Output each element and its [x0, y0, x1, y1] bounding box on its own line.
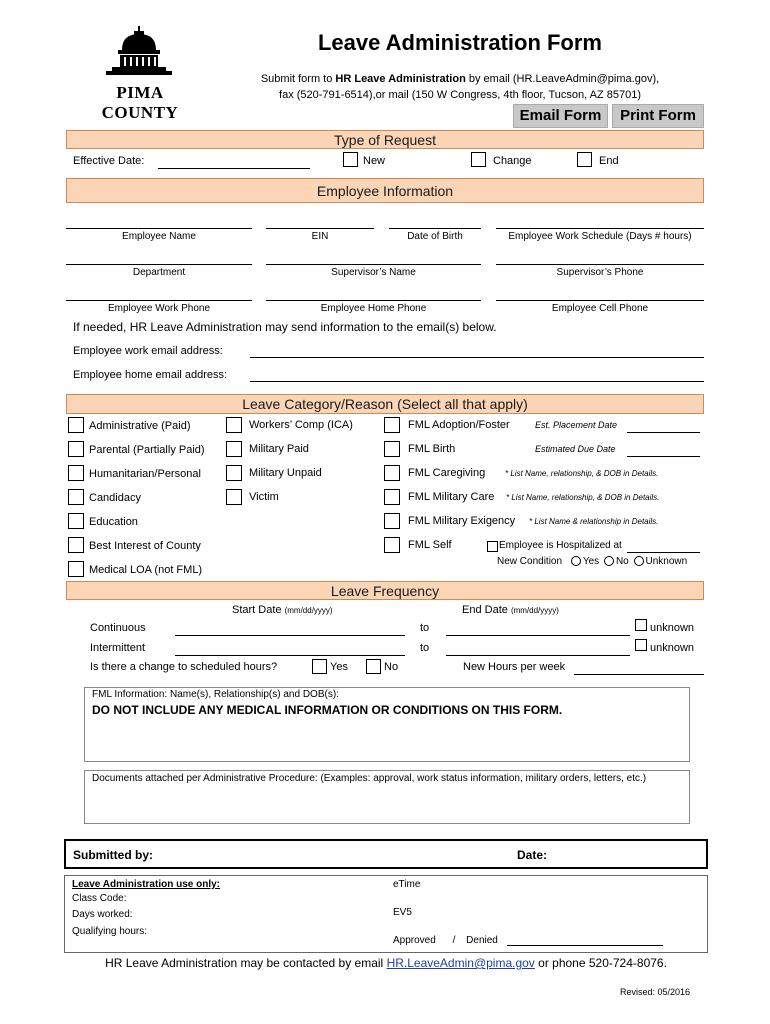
hospitalized-checkbox[interactable] [487, 541, 498, 552]
new-label: New [363, 155, 386, 167]
schedule-field[interactable] [496, 228, 704, 229]
humanitarian-checkbox[interactable] [68, 465, 84, 481]
medical-loa-label: Medical LOA (not FML) [89, 564, 203, 576]
submit-instructions [220, 73, 700, 85]
supervisor-name-field[interactable] [266, 264, 481, 265]
page-title: Leave Administration Form [317, 30, 602, 55]
continuous-unknown-checkbox[interactable] [635, 619, 647, 631]
schedule-change-yes-checkbox[interactable] [312, 659, 327, 674]
new-checkbox[interactable] [343, 152, 358, 167]
est-placement-label: Est. Placement Date [535, 420, 618, 430]
start-date-label: Start Date [232, 604, 282, 616]
print-form-button[interactable]: Print Form [612, 104, 704, 128]
email-form-button[interactable]: Email Form [513, 104, 608, 128]
work-phone-field[interactable] [66, 300, 252, 301]
change-checkbox[interactable] [471, 152, 486, 167]
fml-information-box[interactable] [84, 687, 690, 762]
fml-military-care-checkbox[interactable] [384, 489, 400, 505]
fml-self-label: FML Self [408, 539, 452, 551]
fml-information-label: FML Information: Name(s), Relationship(s) and DOB(s): [92, 689, 339, 700]
work-email-field[interactable] [250, 357, 704, 358]
approved-denied-row [393, 935, 498, 946]
new-condition-no-radio[interactable] [604, 556, 614, 566]
pima-county-logo [82, 26, 198, 122]
contact-suffix: or phone 520-724-8076. [534, 956, 667, 970]
administrative-checkbox[interactable] [68, 417, 84, 433]
new-condition-unknown-label: Unknown [645, 556, 688, 567]
revised-date: Revised: 05/2016 [620, 987, 691, 997]
submitted-date-label: Date: [517, 848, 548, 862]
submit-suffix: by email (HR.LeaveAdmin@pima.gov), [465, 73, 660, 85]
type-of-request-heading: Type of Request [66, 130, 704, 149]
start-date-header [232, 604, 333, 616]
supervisor-name-label: Supervisor’s Name [331, 267, 416, 278]
logo-text: PIMA COUNTY [101, 83, 179, 122]
submit-instructions-line2: fax (520-791-6514),or mail (150 W Congress, 4th floor, Tucson, AZ 85701) [279, 89, 641, 101]
fml-exigency-checkbox[interactable] [384, 513, 400, 529]
military-unpaid-label: Military Unpaid [249, 467, 322, 479]
new-condition-row [497, 556, 687, 567]
intermittent-label: Intermittent [90, 642, 146, 654]
days-worked-label: Days worked: [72, 909, 133, 920]
new-condition-no-label: No [615, 556, 629, 567]
effective-date-label: Effective Date: [73, 155, 145, 167]
leave-category-heading: Leave Category/Reason (Select all that apply) [66, 394, 704, 414]
best-interest-checkbox[interactable] [68, 537, 84, 553]
military-care-note: * List Name, relationship, & DOB in Details. [506, 493, 660, 502]
fml-caregiving-checkbox[interactable] [384, 465, 400, 481]
dob-label: Date of Birth [407, 231, 463, 242]
employee-information-heading: Employee Information [66, 178, 704, 203]
class-code-label: Class Code: [72, 893, 127, 904]
documents-attached-label: Documents attached per Administrative Procedure: (Examples: approval, work status information, military orders, letters, etc.) [92, 773, 647, 784]
fml-caregiving-label: FML Caregiving [408, 467, 486, 479]
ein-field[interactable] [266, 228, 374, 229]
effective-date-field[interactable] [158, 168, 310, 169]
supervisor-phone-field[interactable] [496, 264, 704, 265]
employee-name-label: Employee Name [122, 231, 196, 242]
start-date-format: (mm/dd/yyyy) [284, 606, 333, 615]
fml-self-checkbox[interactable] [384, 537, 400, 553]
change-label: Change [493, 155, 532, 167]
workers-comp-checkbox[interactable] [226, 417, 242, 433]
new-hours-label: New Hours per week [463, 661, 566, 673]
candidacy-checkbox[interactable] [68, 489, 84, 505]
approved-denied-slash: / [452, 935, 456, 946]
work-email-label: Employee work email address: [73, 345, 223, 357]
end-date-header [462, 604, 559, 616]
new-condition-yes-label: Yes [582, 556, 600, 567]
caregiving-note: * List Name, relationship, & DOB in Details. [505, 469, 659, 478]
etime-label: eTime [393, 879, 421, 890]
continuous-start-field[interactable] [175, 635, 405, 636]
candidacy-label: Candidacy [89, 492, 141, 504]
humanitarian-label: Humanitarian/Personal [89, 468, 201, 480]
home-email-field[interactable] [250, 381, 704, 382]
end-date-label: End Date [462, 604, 508, 616]
end-label: End [599, 155, 619, 167]
schedule-change-no-checkbox[interactable] [366, 659, 381, 674]
submitted-by-box[interactable] [64, 839, 708, 869]
cell-phone-field[interactable] [496, 300, 704, 301]
medical-loa-checkbox[interactable] [68, 561, 84, 577]
intermittent-unknown-checkbox[interactable] [635, 639, 647, 651]
supervisor-phone-label: Supervisor’s Phone [556, 267, 644, 278]
qualifying-hours-label: Qualifying hours: [72, 926, 148, 937]
contact-footer [64, 956, 708, 970]
intermittent-end-field[interactable] [446, 655, 630, 656]
intermittent-to-label: to [420, 642, 430, 654]
admin-use-box [64, 875, 708, 953]
department-field[interactable] [66, 264, 252, 265]
schedule-label: Employee Work Schedule (Days # hours) [508, 231, 692, 242]
exigency-note: * List Name & relationship in Details. [529, 517, 659, 526]
schedule-change-no-label: No [384, 661, 399, 673]
ev5-label: EV5 [393, 907, 412, 918]
denied-label: Denied [466, 935, 498, 946]
fml-exigency-label: FML Military Exigency [408, 515, 516, 527]
military-paid-label: Military Paid [249, 443, 309, 455]
continuous-end-field[interactable] [446, 635, 630, 636]
est-due-field[interactable] [627, 456, 700, 457]
intermittent-unknown-label: unknown [650, 642, 695, 654]
submit-prefix: Submit form to [260, 73, 336, 85]
intermittent-start-field[interactable] [175, 655, 405, 656]
end-checkbox[interactable] [577, 152, 592, 167]
approval-signature-field[interactable] [507, 945, 663, 946]
email-note: If needed, HR Leave Administration may send information to the email(s) below. [73, 320, 497, 334]
leave-frequency-heading: Leave Frequency [66, 581, 704, 600]
home-phone-label: Employee Home Phone [320, 303, 427, 314]
dob-field[interactable] [389, 228, 481, 229]
victim-label: Victim [249, 491, 279, 503]
military-paid-checkbox[interactable] [226, 441, 242, 457]
fml-birth-checkbox[interactable] [384, 441, 400, 457]
schedule-change-yes-label: Yes [330, 661, 348, 673]
continuous-label: Continuous [90, 622, 146, 634]
submitted-by-label: Submitted by: [73, 848, 153, 862]
est-placement-field[interactable] [627, 432, 700, 433]
new-condition-yes-radio[interactable] [571, 556, 581, 566]
fml-birth-label: FML Birth [408, 443, 456, 455]
continuous-unknown-label: unknown [650, 622, 695, 634]
schedule-change-label: Is there a change to scheduled hours? [90, 661, 278, 673]
military-unpaid-checkbox[interactable] [226, 465, 242, 481]
hospitalized-field[interactable] [627, 552, 700, 553]
courthouse-dome-icon [82, 26, 198, 76]
education-label: Education [89, 516, 138, 528]
home-phone-field[interactable] [266, 300, 481, 301]
fml-adoption-checkbox[interactable] [384, 417, 400, 433]
continuous-to-label: to [420, 622, 430, 634]
best-interest-label: Best Interest of County [89, 540, 201, 552]
hospitalized-label: Employee is Hospitalized at [499, 540, 622, 551]
contact-prefix: HR Leave Administration may be contacted by email [105, 956, 387, 970]
education-checkbox[interactable] [68, 513, 84, 529]
new-condition-unknown-radio[interactable] [634, 556, 644, 566]
submit-bold: HR Leave Administration [335, 73, 466, 85]
administrative-label: Administrative (Paid) [89, 420, 191, 432]
new-hours-field[interactable] [574, 674, 704, 675]
admin-use-heading: Leave Administration use only: [72, 879, 220, 890]
employee-name-field[interactable] [66, 228, 252, 229]
work-phone-label: Employee Work Phone [107, 303, 211, 314]
ein-label: EIN [311, 231, 329, 242]
approved-label: Approved [393, 935, 436, 946]
documents-attached-box[interactable] [84, 770, 690, 824]
contact-email-link[interactable]: HR.LeaveAdmin@pima.gov [386, 956, 535, 970]
workers-comp-label: Workers’ Comp (ICA) [249, 419, 353, 431]
parental-label: Parental (Partially Paid) [89, 444, 205, 456]
end-date-format: (mm/dd/yyyy) [510, 606, 559, 615]
new-condition-label: New Condition [497, 556, 563, 567]
home-email-label: Employee home email address: [73, 369, 228, 381]
parental-checkbox[interactable] [68, 441, 84, 457]
fml-warning: DO NOT INCLUDE ANY MEDICAL INFORMATION OR CONDITIONS ON THIS FORM. [92, 703, 563, 717]
est-due-label: Estimated Due Date [535, 444, 616, 454]
fml-adoption-label: FML Adoption/Foster [408, 419, 510, 431]
fml-military-care-label: FML Military Care [408, 491, 495, 503]
cell-phone-label: Employee Cell Phone [551, 303, 649, 314]
department-label: Department [132, 267, 186, 278]
victim-checkbox[interactable] [226, 489, 242, 505]
